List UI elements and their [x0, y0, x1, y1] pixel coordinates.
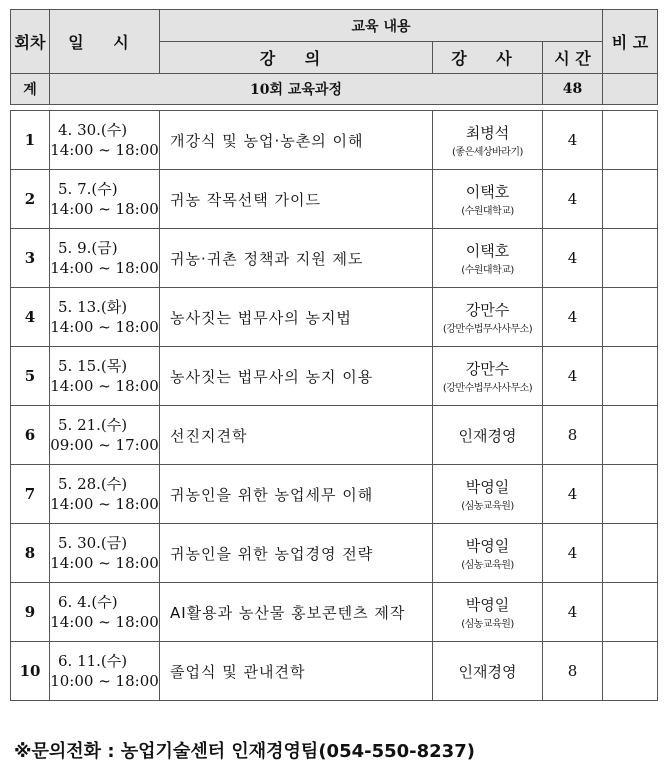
- schedule-table: [10, 9, 658, 701]
- table-row: [11, 406, 658, 465]
- instructor-name: 박영일: [465, 537, 510, 555]
- session-remarks: [603, 229, 658, 288]
- session-instructor: [433, 465, 543, 524]
- table-row: [11, 229, 658, 288]
- table-row: [11, 642, 658, 701]
- session-remarks: [603, 406, 658, 465]
- summary-label: 계: [11, 74, 50, 105]
- instructor-name: 인재경영: [458, 662, 517, 681]
- instructor-org: (심농교육원): [461, 560, 514, 571]
- session-datetime: [50, 465, 160, 524]
- session-time: 14:00 ~ 18:00: [50, 613, 159, 631]
- session-hours: 4: [543, 170, 603, 229]
- summary-course: 10회 교육과정: [50, 74, 543, 105]
- instructor-org: (강만수법무사사무소): [442, 383, 533, 394]
- session-time: 14:00 ~ 18:00: [50, 554, 159, 572]
- session-datetime: [50, 583, 160, 642]
- session-time: 14:00 ~ 18:00: [50, 495, 159, 513]
- session-hours: 4: [543, 465, 603, 524]
- session-remarks: [603, 170, 658, 229]
- session-date: 5. 21.(수): [58, 416, 128, 434]
- session-instructor: [433, 288, 543, 347]
- instructor-name: 강만수: [465, 301, 510, 319]
- session-date: 6. 11.(수): [58, 652, 128, 670]
- session-number: 8: [11, 524, 50, 583]
- header-hours: 시 간: [543, 42, 603, 74]
- session-time: 14:00 ~ 18:00: [50, 318, 159, 336]
- session-datetime: [50, 347, 160, 406]
- session-datetime: [50, 170, 160, 229]
- instructor-name: 강만수: [465, 360, 510, 378]
- session-datetime: [50, 642, 160, 701]
- session-instructor: [433, 642, 543, 701]
- session-instructor: [433, 229, 543, 288]
- instructor-name: 박영일: [465, 596, 510, 614]
- session-topic: 선진지견학: [160, 406, 433, 465]
- session-date: 6. 4.(수): [58, 593, 118, 611]
- session-time: 09:00 ~ 17:00: [50, 436, 159, 454]
- session-hours: 8: [543, 642, 603, 701]
- session-date: 5. 9.(금): [58, 239, 118, 257]
- session-hours: 4: [543, 583, 603, 642]
- session-number: 5: [11, 347, 50, 406]
- session-remarks: [603, 288, 658, 347]
- session-date: 5. 13.(화): [58, 298, 128, 316]
- table-row: [11, 170, 658, 229]
- instructor-name: 최병석: [465, 124, 510, 142]
- session-date: 5. 15.(목): [58, 357, 128, 375]
- session-hours: 4: [543, 111, 603, 170]
- header-datetime: 일 시: [50, 10, 160, 74]
- instructor-org: (강만수법무사사무소): [442, 324, 533, 335]
- session-time: 14:00 ~ 18:00: [50, 377, 159, 395]
- header-lecture: 강 의: [160, 42, 433, 74]
- session-remarks: [603, 111, 658, 170]
- summary-remarks: [603, 74, 658, 105]
- session-remarks: [603, 583, 658, 642]
- session-time: 14:00 ~ 18:00: [50, 141, 159, 159]
- contact-footer: ※문의전화 : 농업기술센터 인재경영팀(054-550-8237): [14, 741, 475, 762]
- session-remarks: [603, 524, 658, 583]
- instructor-name: 이택호: [465, 183, 510, 201]
- session-remarks: [603, 642, 658, 701]
- session-number: 6: [11, 406, 50, 465]
- summary-total-hours: 48: [543, 74, 603, 105]
- session-instructor: [433, 170, 543, 229]
- session-topic: 개강식 및 농업·농촌의 이해: [160, 111, 433, 170]
- instructor-name: 인재경영: [458, 426, 517, 445]
- session-hours: 8: [543, 406, 603, 465]
- session-hours: 4: [543, 229, 603, 288]
- header-instructor: 강 사: [433, 42, 543, 74]
- instructor-org: (좋은세상바라기): [452, 147, 523, 158]
- instructor-org: (심농교육원): [461, 619, 514, 630]
- session-time: 10:00 ~ 18:00: [50, 672, 159, 690]
- header-remarks: 비 고: [603, 10, 658, 74]
- session-topic: 귀농·귀촌 정책과 지원 제도: [160, 229, 433, 288]
- session-number: 3: [11, 229, 50, 288]
- session-datetime: [50, 288, 160, 347]
- session-datetime: [50, 229, 160, 288]
- session-datetime: [50, 111, 160, 170]
- session-number: 10: [11, 642, 50, 701]
- session-date: 5. 7.(수): [58, 180, 118, 198]
- session-topic: 귀농인을 위한 농업경영 전략: [160, 524, 433, 583]
- table-row: [11, 111, 658, 170]
- session-number: 9: [11, 583, 50, 642]
- table-row: [11, 524, 658, 583]
- session-date: 4. 30.(수): [58, 121, 128, 139]
- header-row-1: [11, 10, 658, 42]
- header-content: 교육 내용: [160, 10, 603, 42]
- session-topic: AI활용과 농산물 홍보콘텐츠 제작: [160, 583, 433, 642]
- instructor-org: (수원대학교): [461, 265, 514, 276]
- session-hours: 4: [543, 524, 603, 583]
- session-instructor: [433, 406, 543, 465]
- instructor-org: (수원대학교): [461, 206, 514, 217]
- session-time: 14:00 ~ 18:00: [50, 259, 159, 277]
- session-instructor: [433, 347, 543, 406]
- session-datetime: [50, 406, 160, 465]
- table-row: [11, 583, 658, 642]
- session-number: 7: [11, 465, 50, 524]
- instructor-name: 이택호: [465, 242, 510, 260]
- session-topic: 귀농인을 위한 농업세무 이해: [160, 465, 433, 524]
- session-topic: 농사짓는 법무사의 농지법: [160, 288, 433, 347]
- session-instructor: [433, 583, 543, 642]
- table-row: [11, 347, 658, 406]
- session-hours: 4: [543, 347, 603, 406]
- session-topic: 농사짓는 법무사의 농지 이용: [160, 347, 433, 406]
- session-remarks: [603, 347, 658, 406]
- session-number: 4: [11, 288, 50, 347]
- session-hours: 4: [543, 288, 603, 347]
- instructor-org: (심농교육원): [461, 501, 514, 512]
- session-date: 5. 28.(수): [58, 475, 128, 493]
- summary-row: [11, 74, 658, 105]
- session-instructor: [433, 524, 543, 583]
- session-number: 1: [11, 111, 50, 170]
- session-topic: 귀농 작목선택 가이드: [160, 170, 433, 229]
- header-session: 회차: [11, 10, 50, 74]
- table-row: [11, 465, 658, 524]
- session-instructor: [433, 111, 543, 170]
- table-row: [11, 288, 658, 347]
- session-topic: 졸업식 및 관내견학: [160, 642, 433, 701]
- session-number: 2: [11, 170, 50, 229]
- session-time: 14:00 ~ 18:00: [50, 200, 159, 218]
- instructor-name: 박영일: [465, 478, 510, 496]
- session-remarks: [603, 465, 658, 524]
- session-date: 5. 30.(금): [58, 534, 128, 552]
- session-datetime: [50, 524, 160, 583]
